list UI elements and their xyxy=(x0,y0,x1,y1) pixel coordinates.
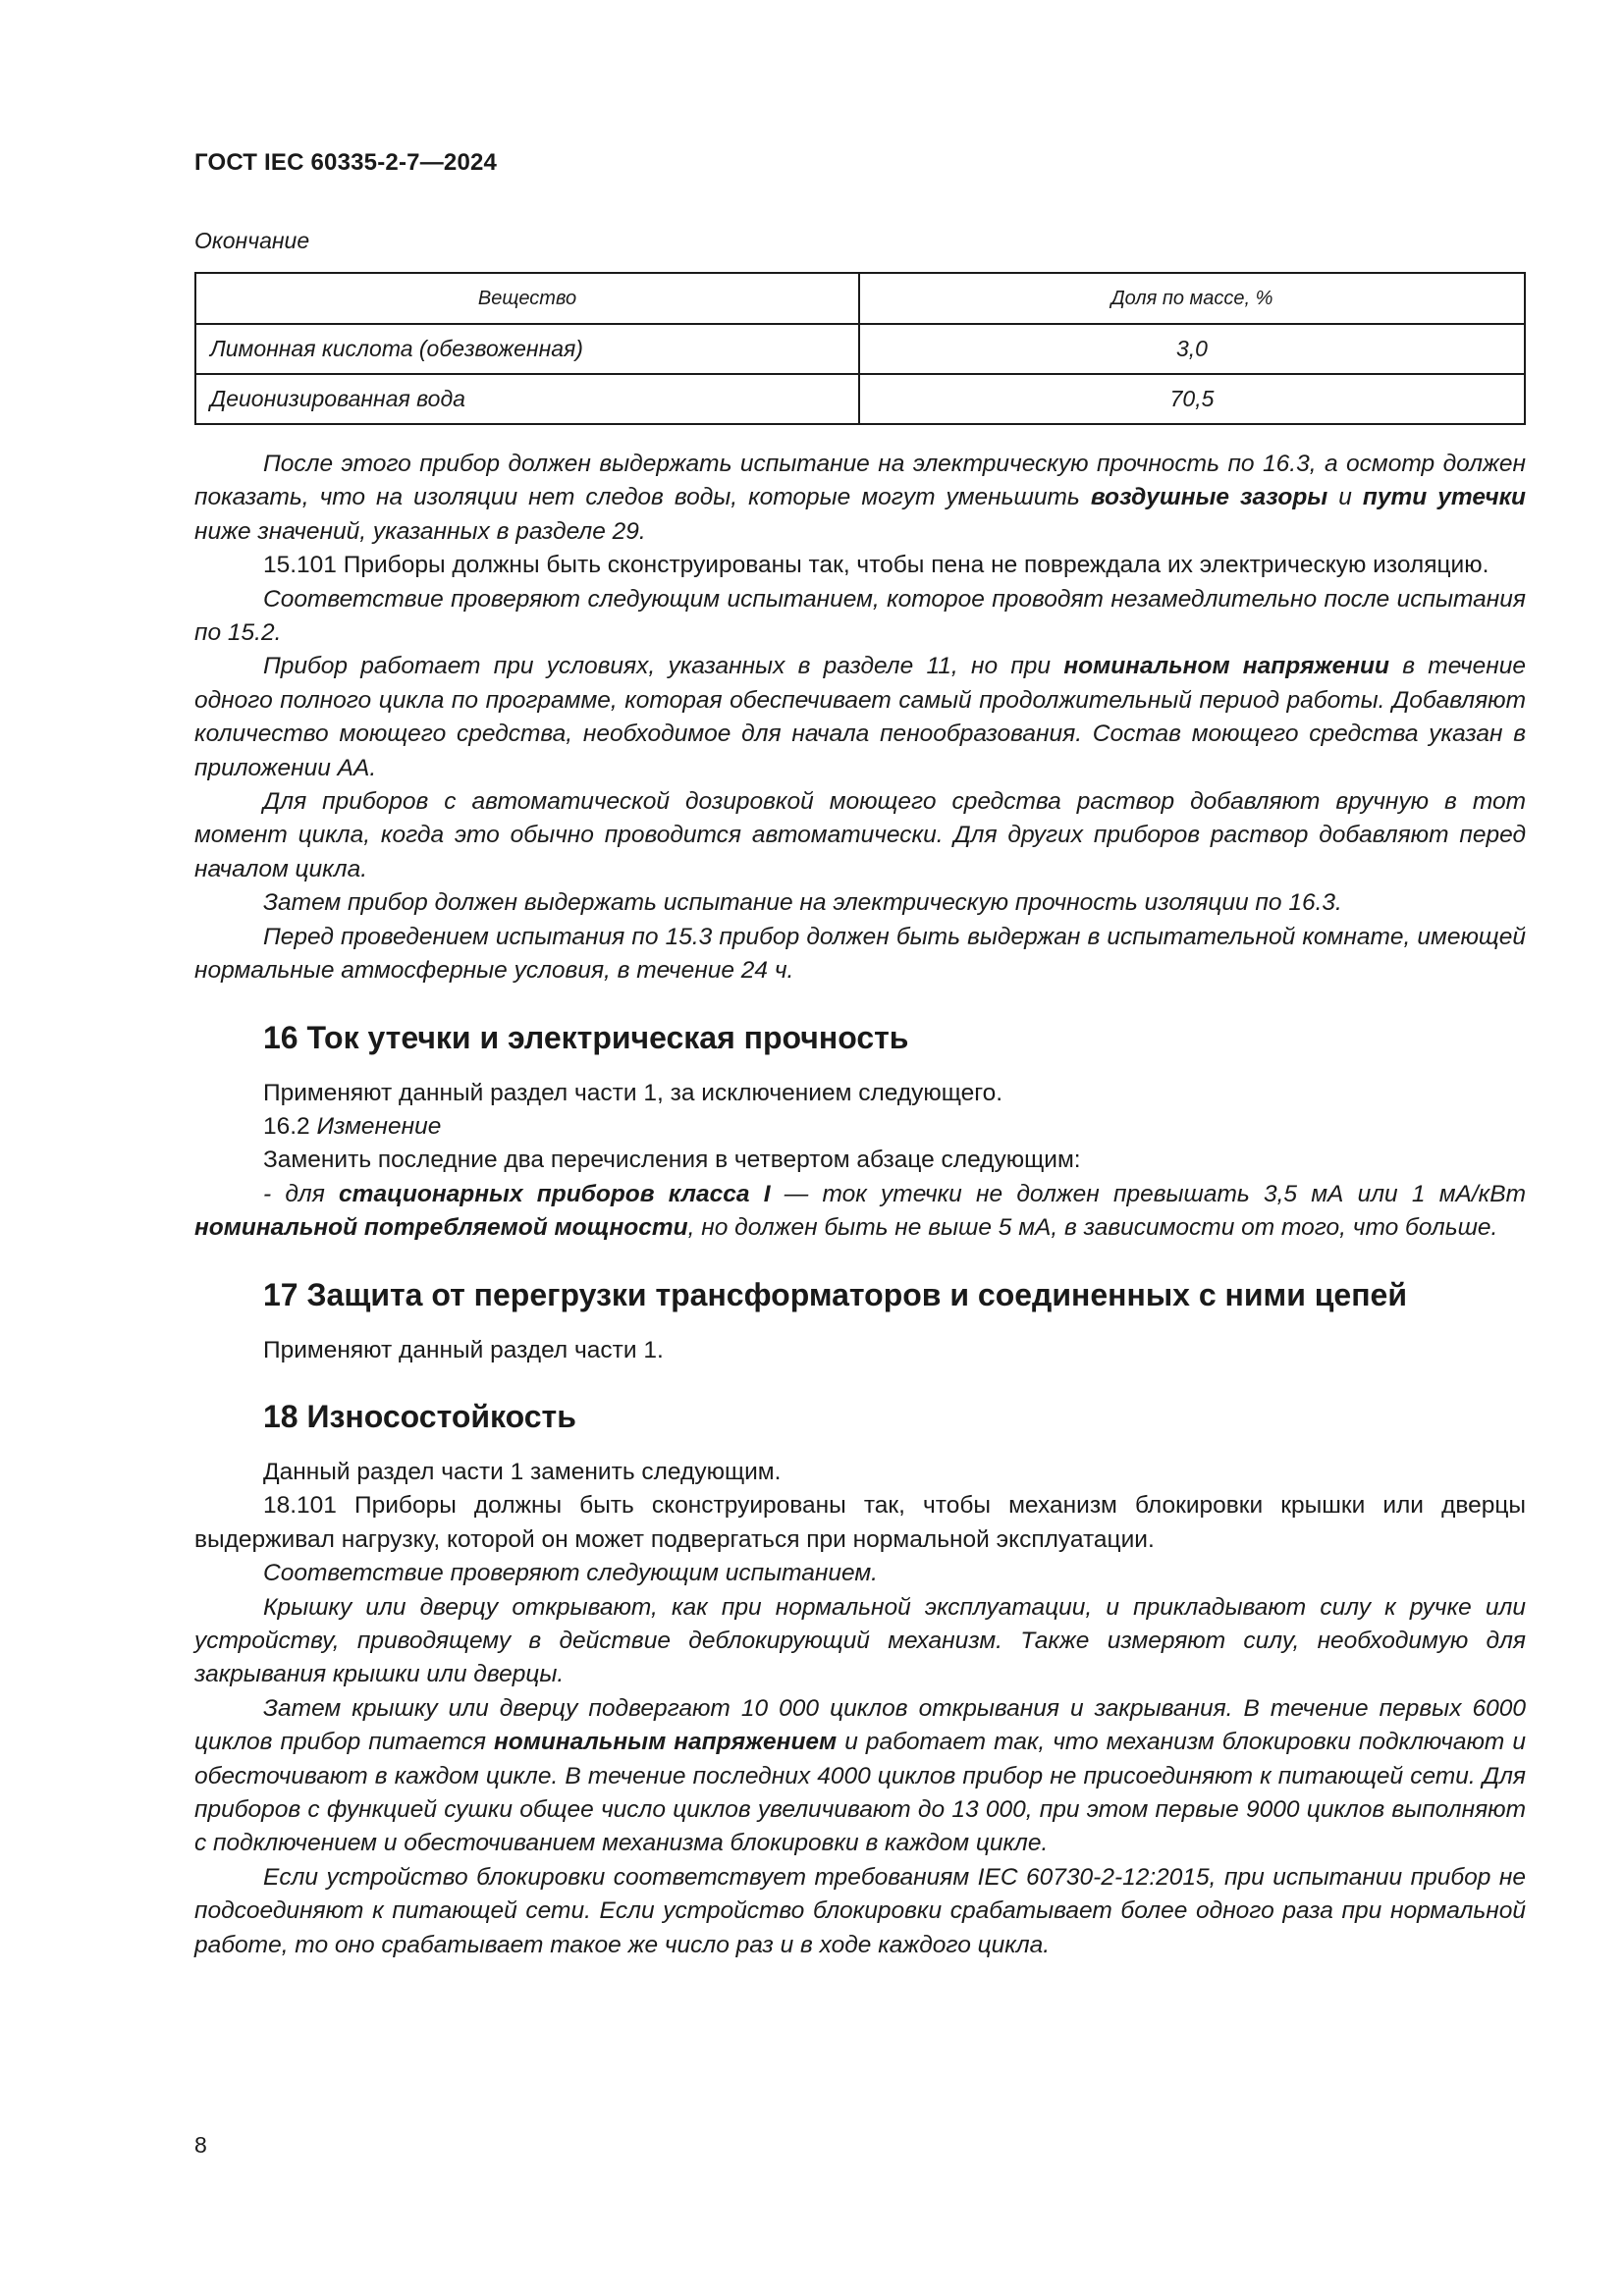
term: стационарных приборов класса I xyxy=(339,1180,771,1207)
paragraph xyxy=(194,448,1526,549)
paragraph: Заменить последние два перечисления в четвертом абзаце следующим: xyxy=(263,1147,1081,1174)
paragraph: Данный раздел части 1 заменить следующим. xyxy=(263,1458,782,1485)
clause-number: 16.2 xyxy=(263,1112,317,1140)
paragraph: Для приборов с автоматической дозировкой моющего средства раствор добавляют вручную в тот момент цикла, когда это обычно проводится автоматически. Для других приборов раствор добавляют перед началом цикла. xyxy=(194,788,1526,882)
table-row xyxy=(195,374,1525,424)
section-17-title: 17 Защита от перегрузки трансформаторов и соединенных с ними цепей xyxy=(263,1276,1408,1312)
list-item xyxy=(194,1178,1526,1246)
table-cell-substance: Лимонная кислота (обезвоженная) xyxy=(195,324,859,374)
table-header-row xyxy=(195,273,1525,324)
table-cell-substance: Деионизированная вода xyxy=(195,374,859,424)
table-continuation-label: Окончание xyxy=(194,228,310,253)
text: — ток утечки не должен превышать 3,5 мА или 1 мА/кВт xyxy=(770,1180,1526,1207)
paragraph: Применяют данный раздел части 1. xyxy=(263,1336,664,1363)
text: и работает так, что механизм блокировки подключают и обесточивают в каждом цикле. В течение последних 4000 циклов прибор не присоединяют к питающей сети. Для приборов с функцией сушки общее число циклов увеличивают до 13 000, при этом первые 9000 циклов выполняют с подключением и обесточиванием механизма блокировки в каждом цикле. xyxy=(194,1729,1526,1857)
paragraph: Крышку или дверцу открывают, как при нормальной эксплуатации, и прикладывают силу к ручке или устройству, приводящему в действие деблокирующий механизм. Также измеряют силу, необходимую для закрывания крышки или дверцы. xyxy=(194,1593,1526,1688)
text: в течение одного полного цикла по программе, которая обеспечивает самый продолжительный период работы. Добавляют количество моющего средства, необходимое для начала пенообразования. Состав моющего средства указан в приложении АА. xyxy=(194,653,1526,781)
section-18-title: 18 Износостойкость xyxy=(263,1398,576,1434)
page-number: 8 xyxy=(194,2132,207,2158)
table-cell-value: 3,0 xyxy=(859,324,1525,374)
composition-table xyxy=(194,272,1526,425)
term: воздушные зазоры xyxy=(1090,484,1328,511)
clause-label: Изменение xyxy=(316,1112,442,1140)
paragraph: Соответствие проверяют следующим испытанием, которое проводят незамедлительно после испытания по 15.2. xyxy=(194,585,1526,647)
paragraph: Применяют данный раздел части 1, за исключением следующего. xyxy=(263,1079,1003,1106)
paragraph: Если устройство блокировки соответствует требованиям IEC 60730-2-12:2015, при испытании прибор не подсоединяют к питающей сети. Если устройство блокировки срабатывает более одного раза при нормальной работе, то оно срабатывает такое же число раз и в ходе каждого цикла. xyxy=(194,1863,1526,1958)
text: Прибор работает при условиях, указанных в разделе 11, но при xyxy=(263,653,1064,680)
table-cell-value: 70,5 xyxy=(859,374,1525,424)
text: Затем крышку или дверцу подвергают 10 000 циклов открывания и закрывания. В течение первых 6000 циклов прибор питается xyxy=(194,1694,1526,1756)
term: номинальном напряжении xyxy=(1063,653,1389,680)
paragraph xyxy=(194,1692,1526,1861)
text: После этого прибор должен выдержать испытание на электрическую прочность по 16.3, а осмотр должен показать, что на изоляции нет следов воды, которые могут уменьшить xyxy=(194,451,1526,511)
table-header-cell: Доля по массе, % xyxy=(859,273,1525,324)
paragraph: Затем прибор должен выдержать испытание на электрическую прочность изоляции по 16.3. xyxy=(263,889,1342,917)
text: - для xyxy=(263,1180,340,1207)
term: номинальным напряжением xyxy=(493,1729,838,1756)
term: номинальной потребляемой мощности xyxy=(194,1214,688,1242)
text: ниже значений, указанных в разделе 29. xyxy=(194,517,646,545)
table-header-cell: Вещество xyxy=(195,273,859,324)
text: и xyxy=(1327,484,1363,511)
term: пути утечки xyxy=(1362,484,1526,511)
paragraph: Перед проведением испытания по 15.3 прибор должен быть выдержан в испытательной комнате, имеющей нормальные атмосферные условия, в течение 24 ч. xyxy=(194,923,1526,985)
paragraph: Соответствие проверяют следующим испытанием. xyxy=(263,1560,878,1587)
table-row xyxy=(195,324,1525,374)
text: , но должен быть не выше 5 мА, в зависимости от того, что больше. xyxy=(687,1214,1498,1242)
clause-18-101: 18.101 Приборы должны быть сконструированы так, чтобы механизм блокировки крышки или дверцы выдерживал нагрузку, которой он может подвергаться при нормальной эксплуатации. xyxy=(194,1492,1526,1553)
document-body xyxy=(194,448,1526,1962)
clause-15-101: 15.101 Приборы должны быть сконструированы так, чтобы пена не повреждала их электрическую изоляцию. xyxy=(263,552,1489,579)
section-16-title: 16 Ток утечки и электрическая прочность xyxy=(263,1019,909,1055)
paragraph xyxy=(194,650,1526,785)
clause-16-2 xyxy=(194,1110,1526,1144)
document-header: ГОСТ IEC 60335-2-7—2024 xyxy=(194,149,498,176)
